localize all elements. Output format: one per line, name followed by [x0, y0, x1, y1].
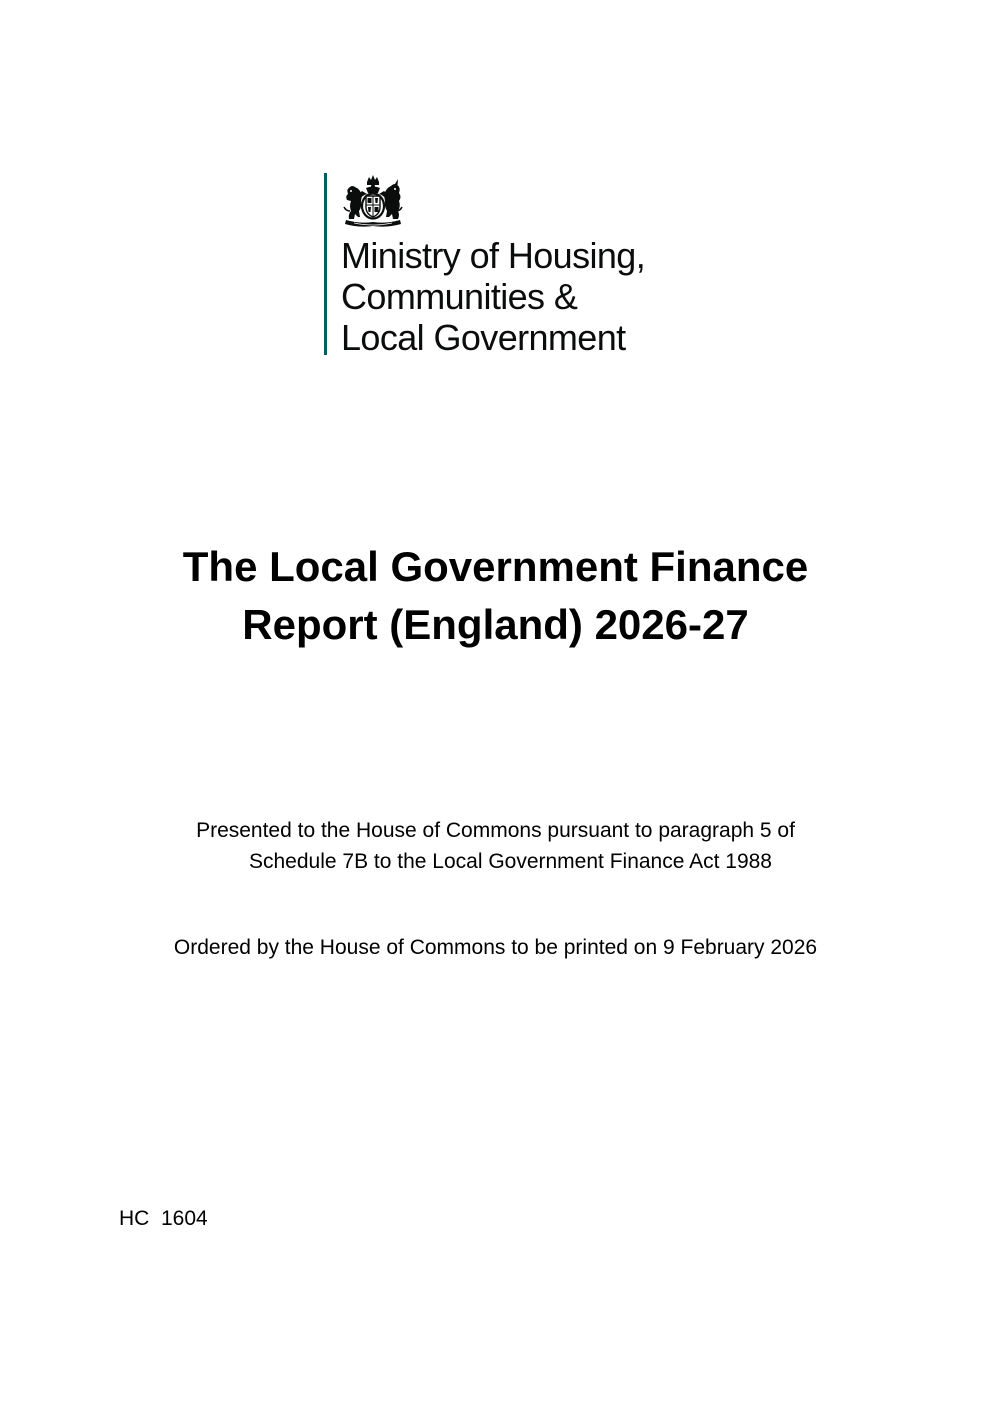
logo-rule [324, 173, 327, 355]
department-name-line: Communities & [341, 276, 578, 317]
presented-statement-line: Presented to the House of Commons pursuant to paragraph 5 of [196, 819, 795, 842]
ordered-to-print-statement: Ordered by the House of Commons to be printed on 9 February 2026 [173, 936, 818, 959]
document-title [0, 538, 991, 654]
document-title-line: Report (England) 2026-27 [242, 601, 749, 648]
presented-statement [0, 815, 991, 877]
department-logo [324, 173, 724, 356]
presented-statement-line: Schedule 7B to the Local Government Finance Act 1988 [248, 850, 772, 873]
department-name-line: Local Government [341, 317, 626, 358]
hc-paper-number: HC 1604 [119, 1207, 208, 1230]
department-name-line: Ministry of Housing, [341, 235, 646, 276]
royal-coat-of-arms-icon [340, 173, 406, 229]
document-title-line: The Local Government Finance [182, 543, 809, 590]
department-name [341, 235, 645, 358]
